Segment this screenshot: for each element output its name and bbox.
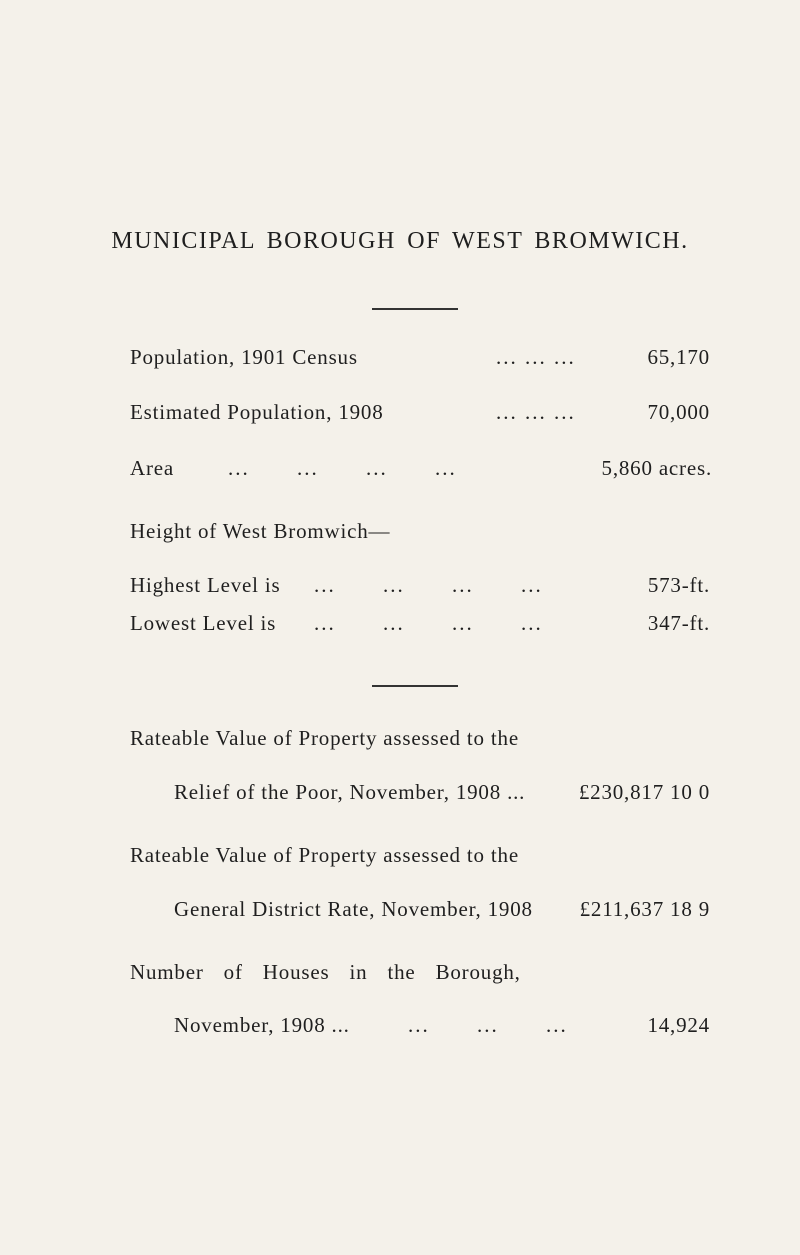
divider-top <box>372 308 458 310</box>
leader-dots: ... ... ... <box>496 400 576 424</box>
stat-value: 573-ft. <box>647 573 710 597</box>
page-title: MUNICIPAL BOROUGH OF WEST BROMWICH. <box>111 228 689 254</box>
stat-label: Area <box>130 456 175 480</box>
stat-label: Lowest Level is <box>130 611 277 635</box>
stat-row-population-1901 <box>130 345 710 373</box>
stat-label: Estimated Population, 1908 <box>130 400 384 424</box>
rateable-district-text-1: Rateable Value of Property assessed to the <box>130 843 519 867</box>
rateable-district-line2 <box>130 897 710 925</box>
houses-text-1: Number of Houses in the Borough, <box>130 960 521 984</box>
leader-dots: ... ... ... ... <box>314 611 543 635</box>
rateable-district-text-2: General District Rate, November, 1908 <box>174 897 533 921</box>
rateable-poor-line1 <box>130 726 710 754</box>
leader-dots: ... ... ... ... <box>314 573 543 597</box>
rateable-poor-value: £230,817 10 0 <box>578 780 710 804</box>
stat-row-lowest-level <box>130 611 710 639</box>
stat-row-area <box>130 456 712 484</box>
houses-value: 14,924 <box>647 1013 710 1037</box>
stat-label: Highest Level is <box>130 573 281 597</box>
leader-dots: ... ... ... <box>408 1013 568 1037</box>
stat-row-highest-level <box>130 573 710 601</box>
rateable-poor-text-1: Rateable Value of Property assessed to the <box>130 726 519 750</box>
houses-text-2: November, 1908 ... <box>174 1013 350 1037</box>
houses-line1 <box>130 960 710 988</box>
stat-value: 5,860 acres. <box>601 456 712 480</box>
stat-row-estimated-population <box>130 400 710 428</box>
rateable-district-value: £211,637 18 9 <box>579 897 710 921</box>
stat-value: 70,000 <box>647 400 710 424</box>
leader-dots: ... ... ... <box>496 345 576 369</box>
stat-value: 65,170 <box>647 345 710 369</box>
rateable-poor-line2 <box>130 780 710 808</box>
stat-value: 347-ft. <box>647 611 710 635</box>
divider-middle <box>372 685 458 687</box>
height-heading-text: Height of West Bromwich— <box>130 519 391 543</box>
stat-label: Population, 1901 Census <box>130 345 358 369</box>
rateable-district-line1 <box>130 843 710 871</box>
leader-dots: ... ... ... ... <box>228 456 457 480</box>
houses-line2 <box>130 1013 710 1041</box>
rateable-poor-text-2: Relief of the Poor, November, 1908 ... <box>174 780 526 804</box>
height-heading <box>130 519 530 547</box>
